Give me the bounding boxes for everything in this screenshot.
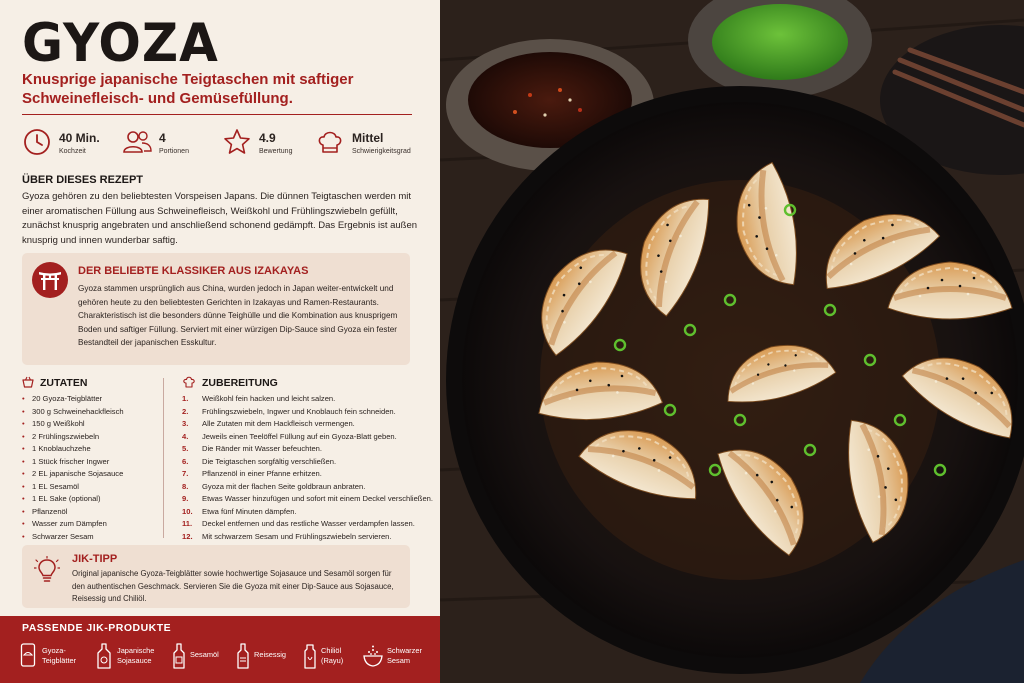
step-item bbox=[182, 418, 433, 431]
step-number: 6. bbox=[182, 456, 189, 466]
list-item: • 150 g Weißkohl bbox=[22, 418, 124, 431]
step-text: Weißkohl fein hacken und leicht salzen. bbox=[202, 394, 336, 403]
zutaten-list bbox=[22, 393, 124, 543]
step-number: 8. bbox=[182, 481, 189, 491]
step-number: 7. bbox=[182, 469, 189, 478]
step-text: Frühlingszwiebeln, Ingwer und Knoblauch fein schneiden. bbox=[202, 406, 396, 416]
chili-oil-jar-icon bbox=[303, 642, 317, 670]
chef-hat-small-icon bbox=[183, 376, 195, 388]
stat-time-value: 40 Min. bbox=[59, 131, 100, 145]
step-text: Etwa fünf Minuten dämpfen. bbox=[202, 506, 297, 516]
stat-portions-label: Portionen bbox=[159, 148, 189, 155]
step-item bbox=[182, 531, 433, 544]
step-text: Mit schwarzem Sesam und Frühlingszwiebeln servieren. bbox=[202, 531, 392, 541]
step-item bbox=[182, 456, 433, 469]
star-icon bbox=[222, 127, 252, 157]
product-label-line1: Japanische bbox=[117, 646, 155, 655]
step-item bbox=[182, 481, 433, 494]
page-title: GYOZA bbox=[22, 12, 219, 74]
klassiker-box bbox=[22, 253, 410, 365]
step-text: Die Teigtaschen sorgfältig verschließen. bbox=[202, 456, 337, 466]
zutaten-heading: ZUTATEN bbox=[40, 377, 88, 389]
step-number: 11. bbox=[182, 519, 193, 528]
step-number: 3. bbox=[182, 419, 189, 428]
product-label-line1: Chiliöl bbox=[321, 646, 342, 655]
list-item: • 2 Frühlingszwiebeln bbox=[22, 431, 124, 444]
list-item: • 20 Gyoza-Teigblätter bbox=[22, 393, 124, 406]
step-number: 2. bbox=[182, 406, 189, 416]
recipe-stats bbox=[22, 127, 422, 163]
tipp-text: Original japanische Gyoza-Teigblätter sowie hochwertige Sojasauce und Sesamöl sorgen für den authentischen Geschmack. Servieren Sie die Gyoza mit einer Dip-Sauce aus Sojasauce, Reisessig und Chiliöl. bbox=[72, 569, 394, 603]
list-item: • Pflanzenöl bbox=[22, 506, 124, 519]
stat-rating-label: Bewertung bbox=[259, 148, 293, 155]
product-label-line2: Sojasauce bbox=[117, 656, 152, 665]
product-label-line1: Reisessig bbox=[254, 650, 287, 659]
step-item bbox=[182, 493, 433, 506]
tipp-heading: JIK-TIPP bbox=[72, 553, 118, 565]
step-number: 10. bbox=[182, 506, 193, 516]
people-icon bbox=[122, 127, 152, 157]
product-label-line2: Sesam bbox=[387, 656, 411, 665]
about-text: Gyoza gehören zu den beliebtesten Vorspeisen Japans. Die dünnen Teigtaschen werden mit einer aromatischen Füllung aus Schweinefleisch, Weißkohl und Frühlingszwiebeln gefüllt, zunächst knusprig angebraten und anschließend schonend gedämpft. Das Ergebnis ist außen knusprig und innen wunderbar saftig. bbox=[22, 191, 418, 246]
title-divider bbox=[22, 114, 412, 115]
step-number: 4. bbox=[182, 431, 189, 441]
list-item: • 1 EL Sake (optional) bbox=[22, 493, 124, 506]
rice-vinegar-bottle-icon bbox=[236, 642, 250, 670]
products-bar bbox=[0, 616, 440, 683]
lightbulb-icon bbox=[34, 556, 60, 586]
list-item: • Schwarzer Sesam bbox=[22, 531, 124, 544]
zubereitung-list bbox=[182, 393, 433, 543]
clock-icon bbox=[22, 127, 52, 157]
gyoza-pack-icon bbox=[20, 642, 36, 668]
sesame-oil-bottle-icon bbox=[172, 642, 186, 670]
step-text: Die Ränder mit Wasser befeuchten. bbox=[202, 444, 323, 453]
step-item bbox=[182, 431, 433, 444]
about-heading: ÜBER DIESES REZEPT bbox=[22, 174, 144, 186]
stat-portions-value: 4 bbox=[159, 131, 166, 145]
step-text: Etwas Wasser hinzufügen und sofort mit einem Deckel verschließen. bbox=[202, 494, 434, 503]
step-item bbox=[182, 468, 433, 481]
gyoza-photo-illustration bbox=[440, 0, 1024, 683]
recipe-panel bbox=[0, 0, 440, 683]
step-text: Deckel entfernen und das restliche Wasser verdampfen lassen. bbox=[202, 519, 415, 528]
list-item: • Wasser zum Dämpfen bbox=[22, 518, 124, 531]
product-label-line1: Gyoza- bbox=[42, 646, 66, 655]
step-item bbox=[182, 406, 433, 419]
step-number: 12. bbox=[182, 531, 193, 541]
zubereitung-heading: ZUBEREITUNG bbox=[202, 377, 278, 389]
product-label-line2: Teigblätter bbox=[42, 656, 77, 665]
products-heading: PASSENDE JIK-PRODUKTE bbox=[22, 622, 172, 634]
klassiker-heading: DER BELIEBTE KLASSIKER AUS IZAKAYAS bbox=[78, 265, 309, 277]
stat-difficulty-label: Schwierigkeitsgrad bbox=[352, 148, 411, 155]
product-label-line1: Schwarzer bbox=[387, 646, 422, 655]
step-item bbox=[182, 518, 433, 531]
food-photo bbox=[440, 0, 1024, 683]
step-number: 9. bbox=[182, 494, 189, 503]
stat-time-label: Kochzeit bbox=[59, 148, 86, 155]
chef-hat-icon bbox=[315, 127, 345, 157]
klassiker-text: Gyoza stammen ursprünglich aus China, wurden jedoch in Japan weiter-entwickelt und gehören heute zu den beliebtesten Gerichten in Izakayas und Ramen-Restaurants. Charakteristisch ist die besonders dünne Teighülle und die Kombination aus knusprigem Boden und saftiger Füllung. Serviert mit einer würzigen Dip-Sauce sind Gyoza ein fester Bestandteil der japanischen Esskultur. bbox=[78, 284, 398, 348]
step-text: Jeweils einen Teelöffel Füllung auf ein Gyoza-Blatt geben. bbox=[202, 431, 397, 441]
step-item bbox=[182, 393, 433, 406]
step-text: Pflanzenöl in einer Pfanne erhitzen. bbox=[202, 469, 322, 478]
product-label-line1: Sesamöl bbox=[190, 650, 219, 659]
step-number: 1. bbox=[182, 394, 189, 403]
basket-icon bbox=[22, 376, 34, 388]
soy-sauce-bottle-icon bbox=[95, 642, 113, 670]
stat-rating-value: 4.9 bbox=[259, 131, 276, 145]
step-item bbox=[182, 443, 433, 456]
sesame-bowl-icon bbox=[362, 642, 384, 670]
step-text: Alle Zutaten mit dem Hackfleisch vermengen. bbox=[202, 419, 355, 428]
torii-gate-icon bbox=[32, 262, 68, 298]
column-divider bbox=[163, 378, 164, 538]
page-subtitle: Knusprige japanische Teigtaschen mit saftiger Schweinefleisch- und Gemüsefüllung. bbox=[22, 71, 354, 107]
step-text: Gyoza mit der flachen Seite goldbraun anbraten. bbox=[202, 481, 366, 491]
list-item: • 300 g Schweinehackfleisch bbox=[22, 406, 124, 419]
product-label-line2: (Rayu) bbox=[321, 656, 344, 665]
step-number: 5. bbox=[182, 444, 189, 453]
stat-difficulty-value: Mittel bbox=[352, 131, 384, 145]
list-item: • 2 EL japanische Sojasauce bbox=[22, 468, 124, 481]
list-item: • 1 Knoblauchzehe bbox=[22, 443, 124, 456]
step-item bbox=[182, 506, 433, 519]
list-item: • 1 EL Sesamöl bbox=[22, 481, 124, 494]
list-item: • 1 Stück frischer Ingwer bbox=[22, 456, 124, 469]
tipp-box bbox=[22, 545, 410, 608]
